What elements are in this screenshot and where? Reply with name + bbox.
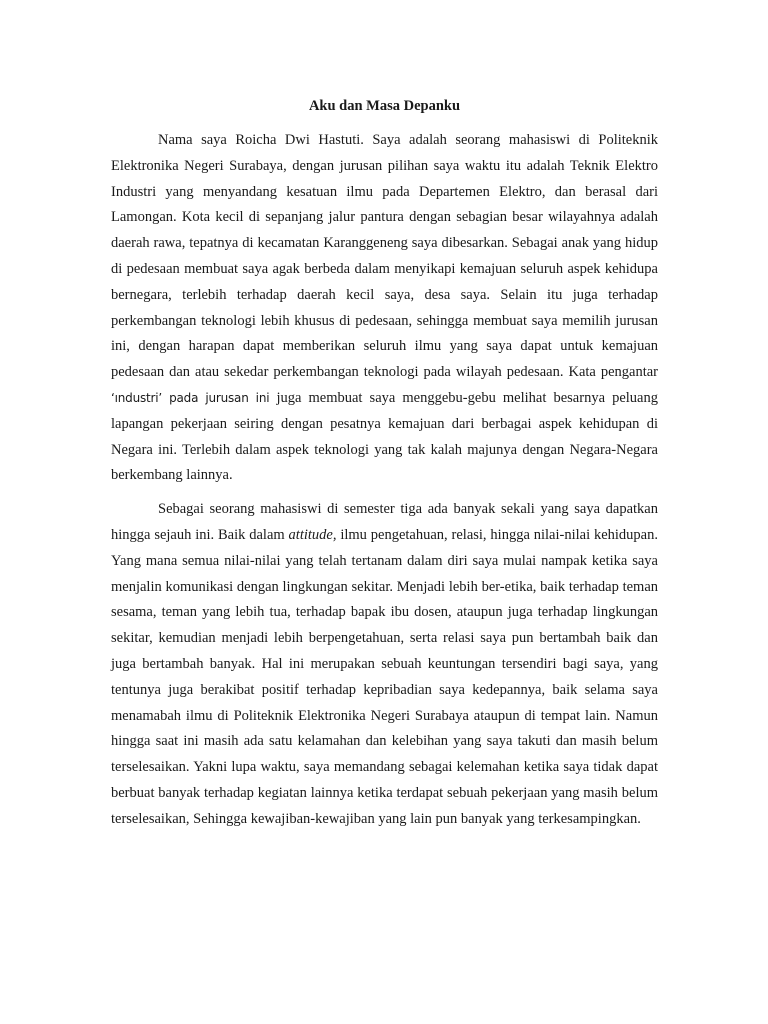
- document-title: Aku dan Masa Depanku: [308, 98, 461, 114]
- paragraph-1-inline-phrase: ‘ındustri’ pada jurusan ini: [111, 390, 270, 405]
- document-page: [111, 96, 658, 841]
- paragraph-2-text-b: ilmu pengetahuan, relasi, hingga nilai-nilai kehidupan. Yang mana semua nilai-nilai yang telah tertanam dalam diri saya mulai nampak ketika saya menjalin komunikasi dengan lingkungan sekitar. Menjadi lebih ber-etika, baik terhadap teman sesama, teman yang lebih tua, terhadap bapak ibu dosen, ataupun juga terhadap lingkungan sekitar, kemudian menjadi lebih berpengetahuan, serta relasi saya pun bertambah baik dan juga bertambah banyak. Hal ini merupakan sebuah keuntungan tersendiri bagi saya, yang tentunya juga berakibat positif terhadap kepribadian saya kedepannya, baik selama saya menamabah ilmu di Politeknik Elektronika Negeri Surabaya ataupun di tempat lain. Namun hingga saat ini masih ada satu kelamahan dan kelebihan yang saya takuti dan masih belum terselesaikan. Yakni lupa waktu, saya memandang sebagai kelemahan ketika saya tidak dapat berbuat banyak terhadap kegiatan lainnya ketika terdapat sebuah pekerjaan yang masih belum terselesaikan, Sehingga kewajiban-kewajiban yang lain pun banyak yang terkesampingkan.: [111, 526, 658, 827]
- paragraph-2: [111, 497, 658, 832]
- paragraph-1: [111, 128, 658, 489]
- paragraph-1-text-c: juga membuat saya menggebu-gebu melihat besarnya peluang lapangan pekerjaan seiring dengan pesatnya kemajuan dari berbagai aspek kehidupan di Negara ini. Terlebih dalam aspek teknologi yang tak kalah majunya dengan Negara-Negara berkembang lainnya.: [111, 389, 658, 484]
- paragraph-2-text-a: Sebagai seorang mahasiswi di semester tiga ada banyak sekali yang saya dapatkan hingga sejauh ini. Baik dalam: [111, 501, 658, 543]
- paragraph-2-italic-word: attitude,: [288, 526, 337, 543]
- paragraph-1-text-a: Nama saya Roicha Dwi Hastuti. Saya adalah seorang mahasiswi di Politeknik Elektronika Negeri Surabaya, dengan jurusan pilihan saya waktu itu adalah Teknik Elektro Industri yang menyandang kesatuan ilmu pada Departemen Elektro, dan berasal dari Lamongan. Kota kecil di sepanjang jalur pantura dengan sebagian besar wilayahnya adalah daerah rawa, tepatnya di kecamatan Karanggeneng saya dibesarkan. Sebagai anak yang hidup di pedesaan membuat saya agak berbeda dalam menyikapi kemajuan seluruh aspek kehidupa bernegara, terlebih terhadap daerah kecil saya, desa saya. Selain itu juga terhadap perkembangan teknologi lebih khusus di pedesaan, sehingga membuat saya memilih jurusan ini, dengan harapan dapat memberikan seluruh ilmu yang saya dapat untuk kemajuan pedesaan dan atau sekedar perkembangan teknologi pada wilayah pedesaan. Kata pengantar: [111, 132, 658, 381]
